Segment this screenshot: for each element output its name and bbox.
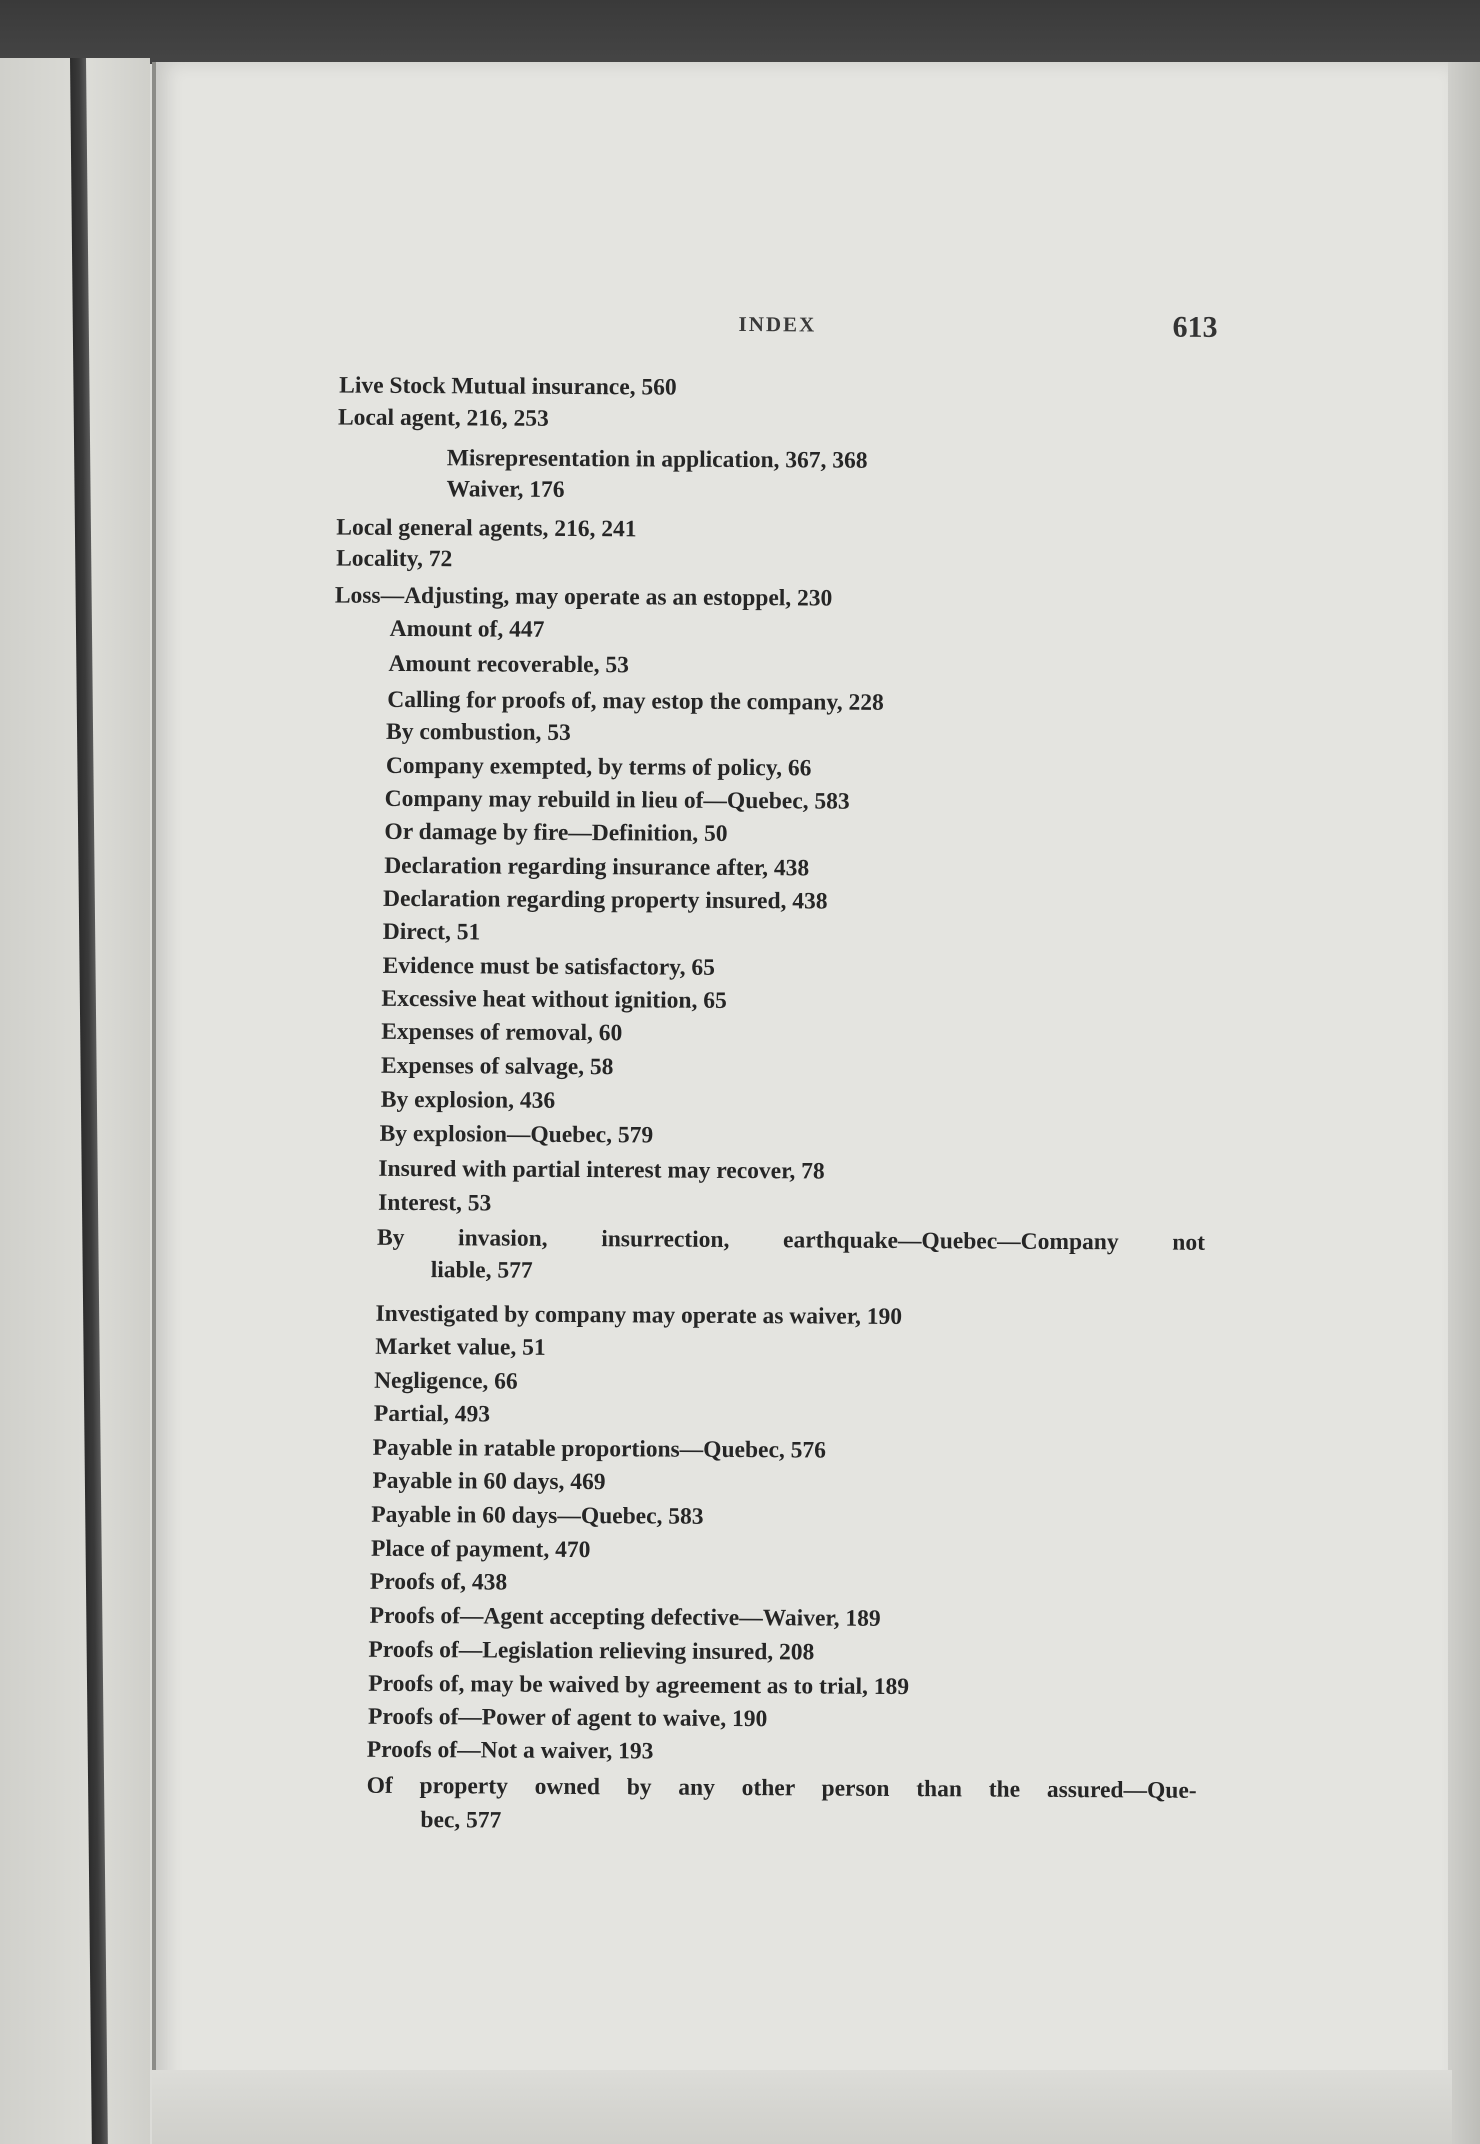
index-subentry: Amount recoverable, 53 xyxy=(388,650,629,679)
index-subentry: Proofs of—Legislation relieving insured, 208 xyxy=(368,1636,815,1666)
index-subentry: Excessive heat without ignition, 65 xyxy=(381,985,727,1014)
index-subentry: Payable in 60 days—Quebec, 583 xyxy=(371,1501,704,1530)
index-entry: Loss—Adjusting, may operate as an estoppel, 230 xyxy=(334,582,833,612)
page-number: 613 xyxy=(1172,310,1218,344)
index-subentry-continuation: bec, 577 xyxy=(420,1807,502,1834)
index-entry: Local general agents, 216, 241 xyxy=(336,514,637,543)
index-subentry: Misrepresentation in application, 367, 368 xyxy=(446,445,868,474)
index-subentry: Place of payment, 470 xyxy=(371,1535,591,1564)
index-subentry: Declaration regarding property insured, 438 xyxy=(382,885,828,915)
index-subentry: Calling for proofs of, may estop the company, 228 xyxy=(387,686,884,716)
index-subentry: Expenses of salvage, 58 xyxy=(380,1052,614,1081)
index-subentry: Negligence, 66 xyxy=(374,1367,518,1395)
index-entry: Locality, 72 xyxy=(336,545,453,573)
index-subentry: Payable in ratable proportions—Quebec, 576 xyxy=(372,1434,827,1464)
index-subentry: Company may rebuild in lieu of—Quebec, 583 xyxy=(384,785,850,815)
index-subentry: Declaration regarding insurance after, 438 xyxy=(384,852,810,882)
index-subentry: Partial, 493 xyxy=(373,1400,491,1428)
index-subentry: Amount of, 447 xyxy=(389,615,545,643)
index-subentry: Of property owned by any other person than the assured—Que- xyxy=(366,1772,1197,1804)
index-entry: Local agent, 216, 253 xyxy=(337,404,549,432)
index-subentry: Waiver, 176 xyxy=(446,476,565,503)
running-head: INDEX xyxy=(738,311,817,337)
index-subentry: Interest, 53 xyxy=(378,1189,492,1217)
index-subentry: Proofs of—Power of agent to waive, 190 xyxy=(367,1703,768,1733)
index-subentry: Proofs of—Not a waiver, 193 xyxy=(366,1736,654,1765)
index-subentry: Proofs of—Agent accepting defective—Waiver, 189 xyxy=(369,1602,881,1632)
index-subentry: By explosion—Quebec, 579 xyxy=(379,1120,654,1149)
index-subentry: Or damage by fire—Definition, 50 xyxy=(384,818,728,847)
index-subentry: Proofs of, 438 xyxy=(369,1568,508,1596)
index-subentry: By invasion, insurrection, earthquake—Quebec—Company not xyxy=(376,1224,1206,1256)
index-subentry: Insured with partial interest may recover, 78 xyxy=(378,1155,825,1185)
index-subentry: Company exempted, by terms of policy, 66 xyxy=(385,752,812,782)
index-subentry-continuation: liable, 577 xyxy=(430,1257,533,1284)
index-entry: Live Stock Mutual insurance, 560 xyxy=(339,372,677,401)
index-subentry: Investigated by company may operate as waiver, 190 xyxy=(375,1300,903,1330)
index-subentry: Evidence must be satisfactory, 65 xyxy=(382,952,715,981)
index-subentry: By combustion, 53 xyxy=(385,718,571,746)
index-subentry: Proofs of, may be waived by agreement as to trial, 189 xyxy=(368,1670,910,1701)
index-subentry: Payable in 60 days, 469 xyxy=(372,1467,606,1496)
index-subentry: Market value, 51 xyxy=(375,1333,546,1361)
index-subentry: Expenses of removal, 60 xyxy=(381,1018,623,1047)
index-subentry: By explosion, 436 xyxy=(380,1086,556,1114)
index-subentry: Direct, 51 xyxy=(382,918,481,946)
